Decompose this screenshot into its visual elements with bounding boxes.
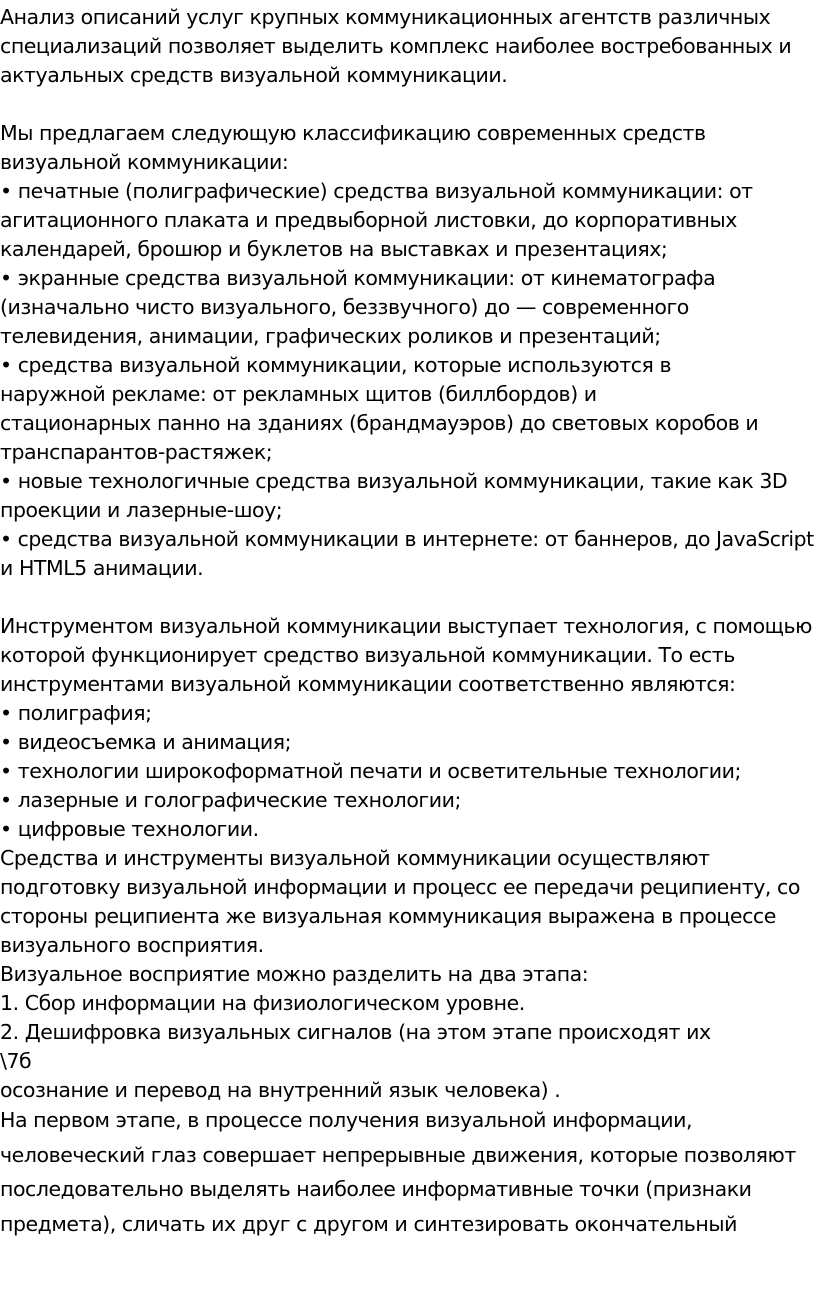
text-line: актуальных средств визуальной коммуникации. [0, 63, 508, 87]
text-line: • цифровые технологии. [0, 817, 259, 841]
text-line: Инструментом визуальной коммуникации выступает технология, с помощью [0, 614, 812, 638]
text-line: человеческий глаз совершает непрерывные движения, которые позволяют [0, 1143, 796, 1167]
text-line: • видеосъемка и анимация; [0, 730, 292, 754]
text-line: календарей, брошюр и буклетов на выставках и презентациях; [0, 237, 668, 261]
text-line: визуальной коммуникации: [0, 150, 289, 174]
text-line: визуального восприятия. [0, 933, 264, 957]
text-line: На первом этапе, в процессе получения визуальной информации, [0, 1108, 693, 1132]
text-line: которой функционирует средство визуальной коммуникации. То есть [0, 643, 735, 667]
text-line: наружной рекламе: от рекламных щитов (биллбордов) и [0, 382, 597, 406]
text-line: предмета), сличать их друг с другом и синтезировать окончательный [0, 1212, 737, 1236]
text-line: • технологии широкоформатной печати и осветительные технологии; [0, 759, 742, 783]
text-line: 2. Дешифровка визуальных сигналов (на этом этапе происходят их [0, 1020, 711, 1044]
text-line: Визуальное восприятие можно разделить на два этапа: [0, 962, 589, 986]
text-line: телевидения, анимации, графических роликов и презентаций; [0, 324, 661, 348]
text-line: \7б [0, 1049, 32, 1073]
text-line: инструментами визуальной коммуникации соответственно являются: [0, 672, 736, 696]
text-line: и HTML5 анимации. [0, 556, 204, 580]
text-line: Мы предлагаем следующую классификацию современных средств [0, 121, 706, 145]
text-line: Средства и инструменты визуальной коммуникации осуществляют [0, 846, 710, 870]
text-line: специализаций позволяет выделить комплекс наиболее востребованных и [0, 34, 792, 58]
text-line: проекции и лазерные-шоу; [0, 498, 283, 522]
text-line: подготовку визуальной информации и процесс ее передачи реципиенту, со [0, 875, 800, 899]
text-line: последовательно выделять наиболее информативные точки (признаки [0, 1177, 752, 1201]
text-line: • средства визуальной коммуникации в интернете: от баннеров, до JavaScript [0, 527, 814, 551]
text-line: • средства визуальной коммуникации, которые используются в [0, 353, 672, 377]
text-line: агитационного плаката и предвыборной листовки, до корпоративных [0, 208, 737, 232]
text-line: • новые технологичные средства визуальной коммуникации, такие как 3D [0, 469, 788, 493]
text-line: • экранные средства визуальной коммуникации: от кинематографа [0, 266, 716, 290]
text-line: • лазерные и голографические технологии; [0, 788, 461, 812]
text-line: • печатные (полиграфические) средства визуальной коммуникации: от [0, 179, 753, 203]
text-line: • полиграфия; [0, 701, 152, 725]
text-line: стороны реципиента же визуальная коммуникация выражена в процессе [0, 904, 776, 928]
text-line: стационарных панно на зданиях (брандмауэров) до световых коробов и [0, 411, 759, 435]
text-line: Анализ описаний услуг крупных коммуникационных агентств различных [0, 5, 771, 29]
text-line: 1. Сбор информации на физиологическом уровне. [0, 991, 525, 1015]
text-line: осознание и перевод на внутренний язык человека) . [0, 1078, 561, 1102]
text-line: транспарантов-растяжек; [0, 440, 273, 464]
text-line: (изначально чисто визуального, беззвучного) до — современного [0, 295, 689, 319]
